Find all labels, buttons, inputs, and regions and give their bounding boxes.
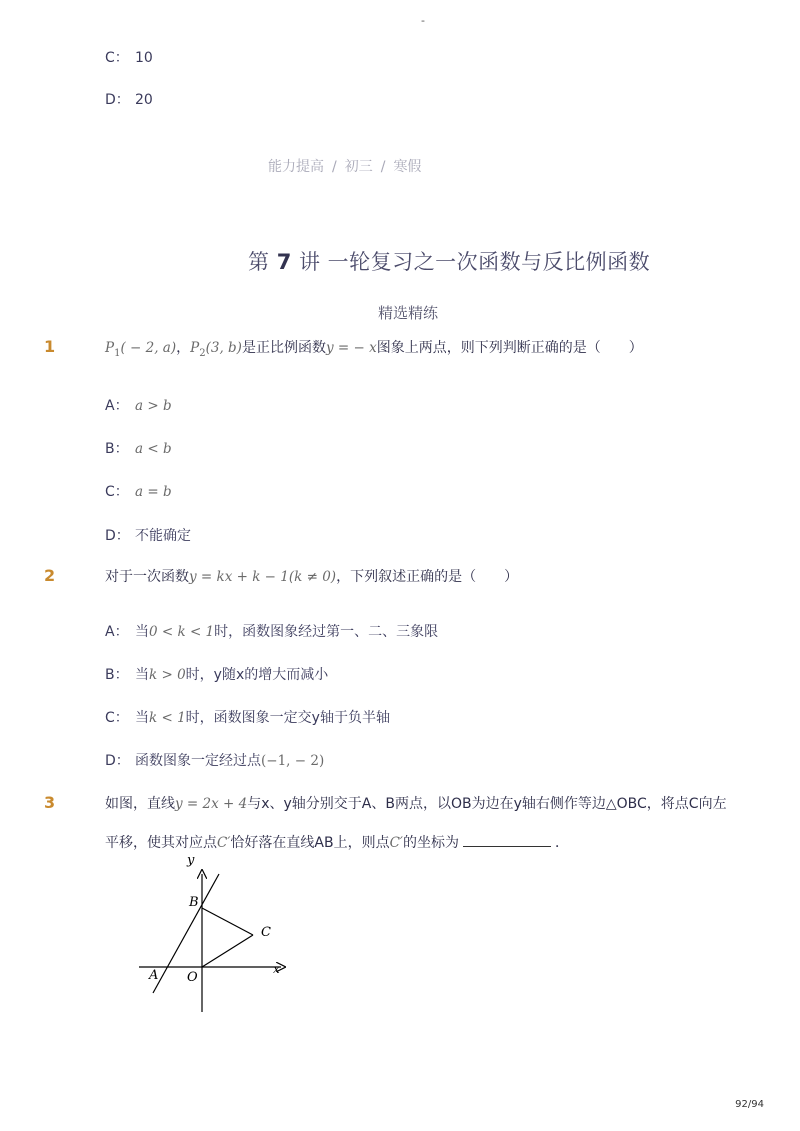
q2-option-c (105, 707, 390, 727)
option-label: B： (105, 441, 129, 457)
option-text: 不能确定 (135, 528, 191, 544)
page-number: 92/94 (735, 1099, 764, 1110)
question-text: ． (555, 835, 569, 851)
question-text: 如图，直线 (105, 796, 175, 812)
question-1-text (105, 337, 643, 359)
function-expression: y = − x (325, 340, 377, 356)
point-a-label: A (149, 968, 159, 983)
option-label: D： (105, 753, 130, 769)
option-label: C： (105, 710, 129, 726)
breadcrumb-separator: / (332, 159, 337, 175)
option-label: C： (105, 50, 129, 66)
breadcrumb-term: 寒假 (393, 159, 422, 175)
option-text: 20 (135, 92, 153, 108)
lecture-title (248, 246, 650, 276)
question-2-text (105, 566, 518, 586)
breadcrumb-grade: 初三 (344, 159, 373, 175)
option-math: 0 < k < 1 (149, 624, 215, 640)
answer-blank[interactable] (463, 834, 551, 847)
option-text: 时，函数图象一定交y轴于负半轴 (185, 710, 390, 726)
question-text: ，下列叙述正确的是（ ） (336, 569, 519, 585)
point-b-label: B (189, 895, 199, 910)
question-number: 1 (44, 337, 56, 356)
point-c-prime: C′ (217, 835, 231, 851)
question-text: 恰好落在直线AB上，则点 (230, 835, 390, 851)
q1-option-b (105, 438, 172, 458)
coordinate-figure (135, 852, 295, 1014)
option-math: k > 0 (149, 667, 186, 683)
function-expression: y = kx + k − 1(k ≠ 0) (189, 569, 337, 585)
option-text: 当 (135, 667, 149, 683)
point-p2-args: (3, b) (205, 340, 242, 356)
option-text: a < b (135, 441, 172, 457)
option-text: 函数图象一定经过点 (135, 753, 261, 769)
question-text: 图象上两点，则下列判断正确的是（ ） (376, 340, 643, 356)
option-label: D： (105, 92, 130, 108)
question-text: 是正比例函数 (241, 340, 326, 356)
breadcrumb-separator: / (380, 159, 386, 175)
segment-co (202, 935, 253, 967)
q2-option-a (105, 621, 438, 641)
function-expression: y = 2x + 4 (175, 796, 248, 812)
question-number: 3 (44, 793, 56, 812)
lecture-prefix: 第 (248, 250, 270, 274)
option-text: 时，y随x的增大而减小 (185, 667, 329, 683)
option-text: 当 (135, 624, 149, 640)
comma: ， (176, 340, 191, 356)
point-p2-sub: 2 (199, 347, 206, 359)
option-label: B： (105, 667, 129, 683)
prev-option-c (105, 47, 153, 67)
prev-option-d (105, 89, 153, 109)
point-c-label: C (261, 925, 271, 940)
option-text: 时，函数图象经过第一、二、三象限 (214, 624, 439, 640)
question-3-line-2 (105, 832, 569, 852)
option-label: A： (105, 398, 129, 414)
question-number: 2 (44, 566, 56, 585)
option-math: k < 1 (149, 710, 186, 726)
question-text: 的坐标为 (403, 835, 459, 851)
point-p1-sub: 1 (114, 347, 121, 359)
q1-option-a (105, 395, 172, 415)
option-math: (−1, − 2) (261, 753, 325, 769)
option-label: A： (105, 624, 129, 640)
section-title: 精选精练 (378, 304, 439, 322)
line-ab (153, 874, 219, 993)
option-text: 10 (135, 50, 153, 66)
breadcrumb-level: 能力提高 (268, 159, 324, 175)
option-text: 当 (135, 710, 149, 726)
origin-label: O (187, 970, 198, 985)
point-p2: P (190, 340, 200, 356)
y-axis-label: y (187, 853, 195, 868)
lecture-number: 7 (276, 250, 292, 274)
breadcrumb (268, 156, 421, 176)
point-c-prime: C′ (389, 835, 403, 851)
q1-option-c (105, 481, 172, 501)
question-text: 平移，使其对应点 (105, 835, 217, 851)
lecture-name: 讲 一轮复习之一次函数与反比例函数 (299, 250, 651, 274)
option-text: a = b (135, 484, 172, 500)
option-label: D： (105, 528, 130, 544)
q2-option-b (105, 664, 328, 684)
option-text: a > b (135, 398, 172, 414)
x-axis-label: x (273, 962, 280, 976)
question-text: 对于一次函数 (105, 569, 189, 585)
header-dash: - (421, 14, 425, 27)
question-3-line-1 (105, 793, 727, 813)
segment-bc (202, 908, 253, 935)
point-p1-args: ( − 2, a) (120, 340, 177, 356)
point-p1: P (105, 340, 115, 356)
q1-option-d (105, 525, 191, 545)
q2-option-d (105, 750, 324, 770)
question-text: 与x、y轴分别交于A、B两点，以OB为边在y轴右侧作等边△OBC，将点C向左 (247, 796, 727, 812)
option-label: C： (105, 484, 129, 500)
